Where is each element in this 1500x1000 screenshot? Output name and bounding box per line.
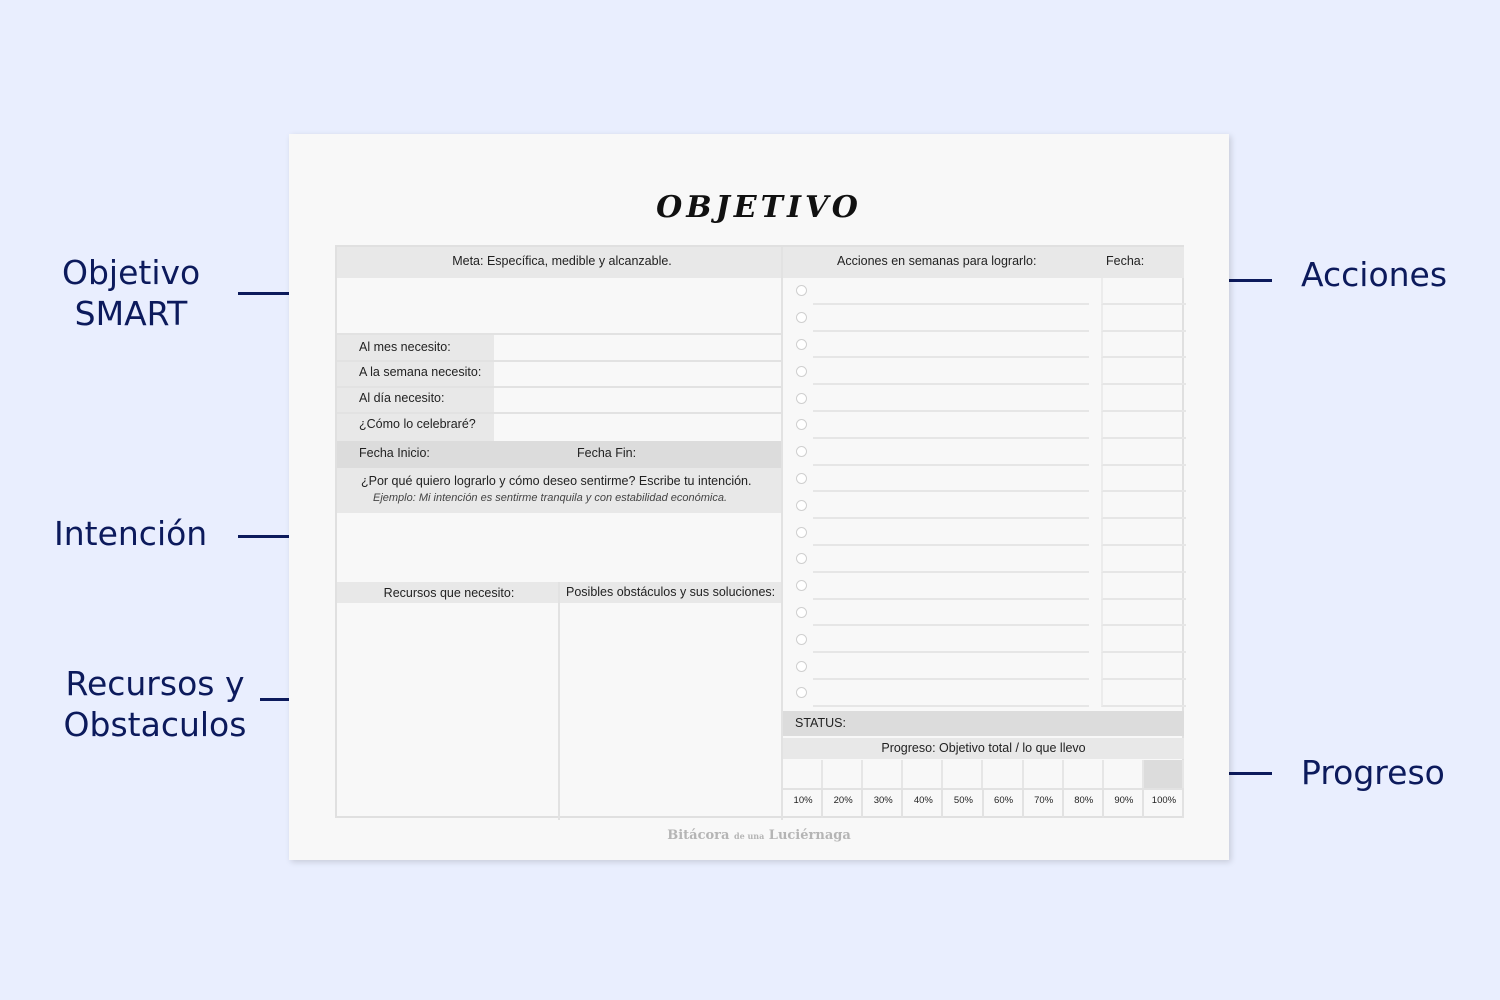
action-row: [783, 680, 1184, 707]
progress-cell[interactable]: [863, 760, 903, 788]
action-date-input[interactable]: [1101, 626, 1186, 653]
action-checkbox[interactable]: [796, 312, 807, 323]
action-input[interactable]: [813, 600, 1089, 627]
intencion-question: ¿Por qué quiero lograrlo y cómo deseo sentirme? Escribe tu intención.: [361, 474, 752, 488]
row-label-celebrare: ¿Cómo lo celebraré?: [359, 417, 476, 431]
action-row: [783, 546, 1184, 573]
fecha-inicio-label: Fecha Inicio:: [359, 446, 430, 460]
action-date-input[interactable]: [1101, 412, 1186, 439]
progress-percent-label: 60%: [994, 795, 1014, 806]
divider: [1182, 788, 1184, 818]
action-checkbox[interactable]: [796, 580, 807, 591]
progress-percent-label: 20%: [833, 795, 853, 806]
action-date-input[interactable]: [1101, 305, 1186, 332]
progress-cell[interactable]: [1024, 760, 1064, 788]
progress-cell[interactable]: [1144, 760, 1184, 788]
action-input[interactable]: [813, 439, 1089, 466]
callout-recursos-line2: Obstaculos: [63, 705, 247, 744]
action-input[interactable]: [813, 305, 1089, 332]
recursos-input-area[interactable]: [337, 603, 558, 818]
action-input[interactable]: [813, 332, 1089, 359]
row-input-dia[interactable]: [495, 388, 781, 412]
status-label: STATUS:: [795, 716, 846, 730]
progreso-label: Progreso: Objetivo total / lo que llevo: [881, 741, 1086, 755]
progress-cell[interactable]: [1064, 760, 1104, 788]
action-checkbox[interactable]: [796, 687, 807, 698]
callout-progreso: Progreso: [1301, 753, 1445, 792]
action-checkbox[interactable]: [796, 553, 807, 564]
action-row: [783, 653, 1184, 680]
obstaculos-input-area[interactable]: [560, 603, 781, 818]
action-input[interactable]: [813, 412, 1089, 439]
progress-percent-label: 30%: [873, 795, 893, 806]
action-checkbox[interactable]: [796, 339, 807, 350]
planner-grid: [335, 245, 1184, 818]
recursos-header-label: Recursos que necesito:: [383, 586, 515, 600]
row-label-semana: A la semana necesito:: [359, 365, 482, 379]
action-input[interactable]: [813, 278, 1089, 305]
divider: [783, 788, 1184, 790]
action-input[interactable]: [813, 385, 1089, 412]
action-date-input[interactable]: [1101, 546, 1186, 573]
action-row: [783, 385, 1184, 412]
footer-brand-b: de una: [733, 831, 765, 841]
action-checkbox[interactable]: [796, 661, 807, 672]
action-row: [783, 358, 1184, 385]
action-input[interactable]: [813, 626, 1089, 653]
progress-cell[interactable]: [1104, 760, 1144, 788]
action-input[interactable]: [813, 573, 1089, 600]
action-row: [783, 626, 1184, 653]
action-row: [783, 439, 1184, 466]
action-input[interactable]: [813, 358, 1089, 385]
action-row: [783, 466, 1184, 493]
planner-sheet: [289, 134, 1229, 860]
row-input-semana[interactable]: [495, 362, 781, 386]
progress-cell[interactable]: [903, 760, 943, 788]
action-row: [783, 412, 1184, 439]
acciones-header-label: Acciones en semanas para lograrlo:: [837, 254, 1037, 268]
action-checkbox[interactable]: [796, 419, 807, 430]
progress-percent-label: 90%: [1114, 795, 1134, 806]
progress-cell[interactable]: [783, 760, 823, 788]
row-label-mes: Al mes necesito:: [359, 340, 451, 354]
fecha-fin-label: Fecha Fin:: [577, 446, 637, 460]
action-checkbox[interactable]: [796, 634, 807, 645]
action-date-input[interactable]: [1101, 332, 1186, 359]
action-date-input[interactable]: [1101, 600, 1186, 627]
action-checkbox[interactable]: [796, 473, 807, 484]
row-input-celebrare[interactable]: [495, 414, 781, 440]
action-date-input[interactable]: [1101, 573, 1186, 600]
action-row: [783, 332, 1184, 359]
footer-brand: [289, 828, 1229, 843]
progress-cell[interactable]: [943, 760, 983, 788]
footer-brand-a: Bitácora: [667, 828, 730, 843]
action-checkbox[interactable]: [796, 607, 807, 618]
action-row: [783, 600, 1184, 627]
action-date-input[interactable]: [1101, 439, 1186, 466]
callout-recursos: [55, 663, 255, 745]
action-checkbox[interactable]: [796, 366, 807, 377]
action-date-input[interactable]: [1101, 653, 1186, 680]
progress-cell[interactable]: [823, 760, 863, 788]
footer-brand-c: Luciérnaga: [768, 828, 851, 843]
progress-percent-label: 100%: [1151, 795, 1177, 806]
action-checkbox[interactable]: [796, 285, 807, 296]
progress-cell[interactable]: [984, 760, 1024, 788]
action-row: [783, 573, 1184, 600]
action-checkbox[interactable]: [796, 500, 807, 511]
action-date-input[interactable]: [1101, 278, 1186, 305]
obstaculos-header-label: Posibles obstáculos y sus soluciones:: [566, 585, 776, 599]
action-input[interactable]: [813, 519, 1089, 546]
sheet-title: OBJETIVO: [656, 190, 862, 225]
action-date-input[interactable]: [1101, 358, 1186, 385]
action-date-input[interactable]: [1101, 385, 1186, 412]
action-date-input[interactable]: [1101, 519, 1186, 546]
callout-objetivo-smart: [62, 252, 212, 334]
action-input[interactable]: [813, 546, 1089, 573]
callout-intencion: Intención: [54, 514, 208, 553]
callout-recursos-line1: Recursos y: [65, 664, 245, 703]
action-date-input[interactable]: [1101, 492, 1186, 519]
action-input[interactable]: [813, 680, 1089, 707]
progress-percent-label: 50%: [953, 795, 973, 806]
action-checkbox[interactable]: [796, 446, 807, 457]
callout-objetivo-line1: Objetivo: [62, 253, 201, 292]
callout-acciones: Acciones: [1301, 255, 1448, 294]
action-checkbox[interactable]: [796, 393, 807, 404]
action-row: [783, 305, 1184, 332]
progress-percent-label: 10%: [793, 795, 813, 806]
intencion-example: Ejemplo: Mi intención es sentirme tranquila y con estabilidad económica.: [373, 492, 728, 504]
meta-input-area[interactable]: [337, 278, 781, 334]
action-input[interactable]: [813, 492, 1089, 519]
action-row: [783, 278, 1184, 305]
fecha-header-label: Fecha:: [1106, 254, 1145, 268]
action-date-input[interactable]: [1101, 466, 1186, 493]
progress-percent-label: 40%: [913, 795, 933, 806]
row-input-mes[interactable]: [495, 335, 781, 360]
row-label-dia: Al día necesito:: [359, 391, 445, 405]
action-checkbox[interactable]: [796, 527, 807, 538]
action-row: [783, 519, 1184, 546]
meta-header-label: Meta: Específica, medible y alcanzable.: [452, 254, 672, 268]
progress-percent-label: 70%: [1034, 795, 1054, 806]
action-input[interactable]: [813, 653, 1089, 680]
callout-objetivo-line2: SMART: [74, 294, 188, 333]
action-input[interactable]: [813, 466, 1089, 493]
progress-percent-label: 80%: [1074, 795, 1094, 806]
action-date-input[interactable]: [1101, 680, 1186, 707]
intencion-input-area[interactable]: [337, 513, 781, 581]
action-row: [783, 492, 1184, 519]
